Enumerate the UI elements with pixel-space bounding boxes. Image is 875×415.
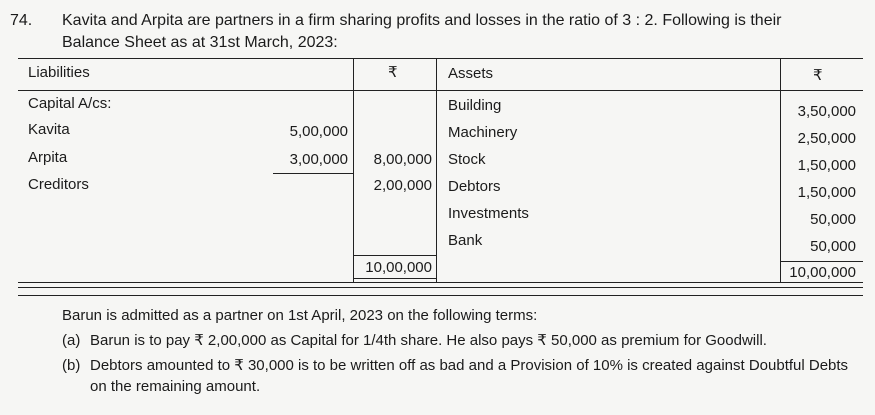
term-label: (a) [62, 332, 81, 349]
asset-debtors-amount: 1,50,000 [797, 184, 856, 201]
capital-accounts-label: Capital A/cs: [28, 95, 112, 112]
balance-sheet [18, 58, 863, 298]
asset-investments-amount: 50,000 [810, 211, 856, 228]
asset-machinery-amount: 2,50,000 [797, 130, 856, 147]
term-label: (b) [62, 357, 81, 374]
admission-terms [62, 305, 862, 397]
column-divider-center [436, 58, 437, 282]
capital-total-amount: 8,00,000 [373, 151, 432, 168]
bottom-rule-3 [18, 295, 863, 296]
asset-debtors-label: Debtors [448, 178, 501, 195]
term-item [62, 330, 862, 351]
header-rule [18, 90, 863, 91]
assets-total: 10,00,000 [789, 264, 856, 281]
question-text-line1: Kavita and Arpita are partners in a firm sharing profits and losses in the ratio of 3 : 2. Following is their [62, 12, 782, 29]
liab-total-rule-top [353, 255, 436, 256]
asset-building-label: Building [448, 97, 502, 114]
question-text-line2: Balance Sheet as at 31st March, 2023: [62, 34, 338, 51]
liab-total-rule-bottom [353, 278, 436, 279]
term-item [62, 355, 862, 397]
bottom-rule-2 [18, 287, 863, 288]
term-text: Debtors amounted to ₹ 30,000 is to be written off as bad and a Provision of 10% is created against Doubtful Debts on the remaining amount. [90, 357, 849, 395]
asset-investments-label: Investments [448, 205, 529, 222]
header-liabilities: Liabilities [28, 64, 90, 81]
partner-arpita-label: Arpita [28, 149, 68, 166]
question-heading [10, 10, 865, 54]
admission-intro: Barun is admitted as a partner on 1st April, 2023 on the following terms: [62, 307, 538, 324]
asset-building-amount: 3,50,000 [797, 103, 856, 120]
bottom-rule-1 [18, 282, 863, 283]
creditors-label: Creditors [28, 176, 89, 193]
partner-arpita-amount: 3,00,000 [289, 151, 348, 168]
partner-kavita-label: Kavita [28, 121, 70, 138]
header-liabilities-amount: ₹ [388, 64, 398, 81]
top-rule [18, 58, 863, 59]
asset-machinery-label: Machinery [448, 124, 518, 141]
capital-subtotal-rule [273, 173, 353, 174]
asset-stock-label: Stock [448, 151, 486, 168]
asset-bank-amount: 50,000 [810, 238, 856, 255]
assets-total-rule-top [780, 261, 863, 262]
asset-bank-label: Bank [448, 232, 483, 249]
partner-kavita-amount: 5,00,000 [289, 123, 348, 140]
question-number: 74. [10, 12, 33, 29]
column-divider-liab-amount [353, 58, 354, 282]
creditors-amount: 2,00,000 [373, 177, 432, 194]
asset-stock-amount: 1,50,000 [797, 157, 856, 174]
header-assets: Assets [448, 65, 494, 82]
term-text: Barun is to pay ₹ 2,00,000 as Capital for 1/4th share. He also pays ₹ 50,000 as premium for Goodwill. [90, 332, 767, 349]
header-assets-amount: ₹ [813, 67, 823, 84]
liabilities-total: 10,00,000 [365, 259, 432, 276]
